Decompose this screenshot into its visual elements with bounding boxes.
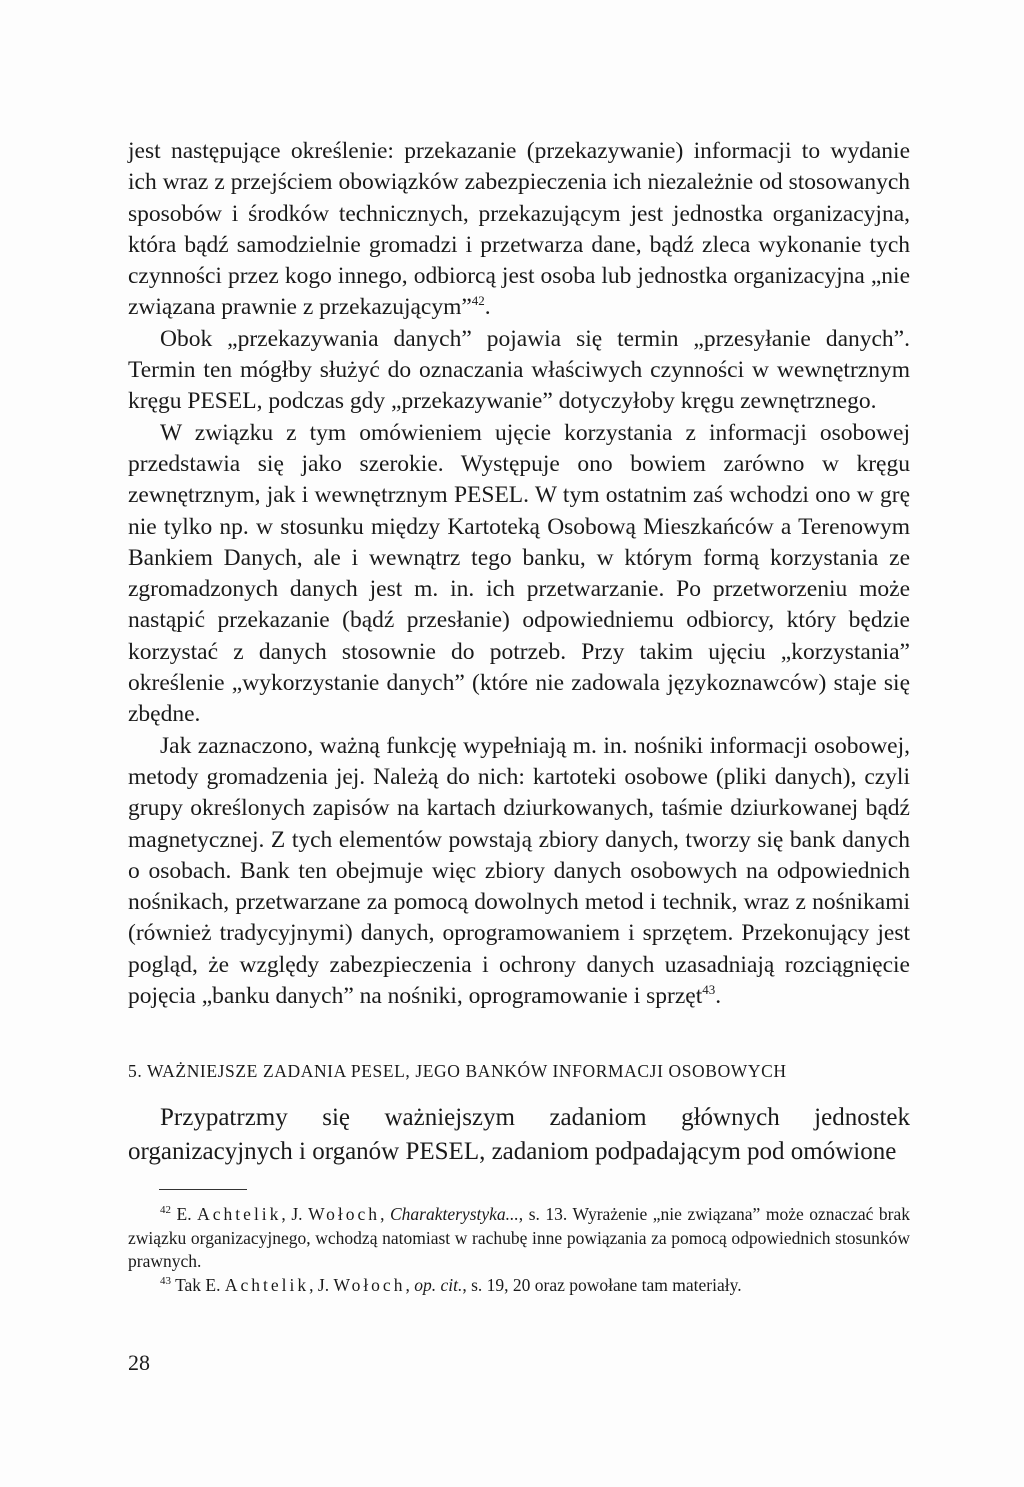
work-title: Charakterystyka... xyxy=(389,1204,519,1224)
author-name: Achtelik xyxy=(224,1274,310,1295)
footnote-43: $^{43}$ Tak E. Achtelik, J. Wołoch, op. cit., s. 19, 20 oraz powołane tam materiały. xyxy=(160,1274,742,1295)
section-body xyxy=(128,1101,910,1169)
paragraph: Obok „przekazywania danych” pojawia się termin „przesyłanie danych”. Termin ten mógłby służyć do oznaczania właściwych czynności w wewnętrznym kręgu PESEL, podczas gdy „przekazywanie” dotyczyłoby kręgu zewnętrznego. xyxy=(128,325,910,415)
page-number: 28 xyxy=(128,1350,150,1375)
paragraph-continuation: jest następujące określenie: przekazanie (przekazywanie) informacji to wydanie ich wraz z przejściem obowiązków zabezpieczenia ich niezależnie od stosowanych sposobów i środków technicznych, przekazującym jest jednostka organizacyjna, która bądź samodzielnie gromadzi i przetwarza dane, bądź zleca wykonanie tych czynności przez kogo innego, odbiorcą jest osoba lub jednostka organizacyjna „nie związana prawnie z przekazującym”$^{42}$. xyxy=(128,138,910,321)
footnote-42: $^{42}$ E. Achtelik, J. Wołoch, Charakterystyka..., s. 13. Wyrażenie „nie związana” może oznaczać brak związku organizacyjnego, wchodzą natomiast w rachubę inne powiązania za pomocą odpowiednich stosunków prawnych. xyxy=(128,1204,911,1271)
author-name: Achtelik xyxy=(197,1204,282,1224)
paragraph: Przypatrzmy się ważniejszym zadaniom głównych jednostek organizacyjnych i organów PESEL, zadaniom podpadającym pod omówione xyxy=(128,1104,910,1165)
footnote-ref-43[interactable]: 43 xyxy=(702,982,716,998)
body-text xyxy=(128,136,910,1012)
footnote-ref-42[interactable]: 42 xyxy=(471,293,485,309)
author-name: Wołoch xyxy=(308,1204,381,1224)
work-title: op. cit. xyxy=(414,1274,463,1295)
footnote-number: 43 xyxy=(160,1274,171,1287)
section-heading: 5. WAŻNIEJSZE ZADANIA PESEL, JEGO BANKÓW INFORMACJI OSOBOWYCH xyxy=(128,1061,787,1081)
footnote-separator xyxy=(159,1189,247,1190)
paragraph: Jak zaznaczono, ważną funkcję wypełniają m. in. nośniki informacji osobowej, metody gromadzenia jej. Należą do nich: kartoteki osobowe (pliki danych), czyli grupy określonych zapisów na kartach dziurkowanych, taśmie dziurkowanej bądź magnetycznej. Z tych elementów powstają zbiory danych, tworzy się bank danych o osobach. Bank ten obejmuje więc zbiory danych osobowych na odpowiednich nośnikach, przetwarzane za pomocą dowolnych metod i technik, wraz z nośnikami (również tradycyjnymi) danych, oprogramowaniem i sprzętem. Przekonujący jest pogląd, że względy zabezpieczenia i ochrony danych uzasadniają rozciągnięcie pojęcia „banku danych” na nośniki, oprogramowanie i sprzęt$^{43}$. xyxy=(128,732,910,1010)
paragraph: W związku z tym omówieniem ujęcie korzystania z informacji osobowej przedstawia się jako szerokie. Występuje ono bowiem zarówno w kręgu zewnętrznym, jak i wewnętrznym PESEL. W tym ostatnim zaś wchodzi ono w grę nie tylko np. w stosunku między Kartoteką Osobową Mieszkańców a Terenowym Bankiem Danych, ale i wewnątrz tego banku, w którym formą korzystania ze zgromadzonych danych jest m. in. ich przetwarzanie. Po przetworzeniu może nastąpić przekazanie (bądź przesłanie) odpowiedniemu odbiorcy, który będzie korzystać z danych stosownie do potrzeb. Przy takim ujęciu „korzystania” określenie „wykorzystanie danych” (które nie zadowala językoznawców) staje się zbędne. xyxy=(128,419,910,728)
author-name: Wołoch xyxy=(333,1274,406,1295)
footnotes xyxy=(128,1203,910,1297)
footnote-number: 42 xyxy=(160,1204,171,1216)
